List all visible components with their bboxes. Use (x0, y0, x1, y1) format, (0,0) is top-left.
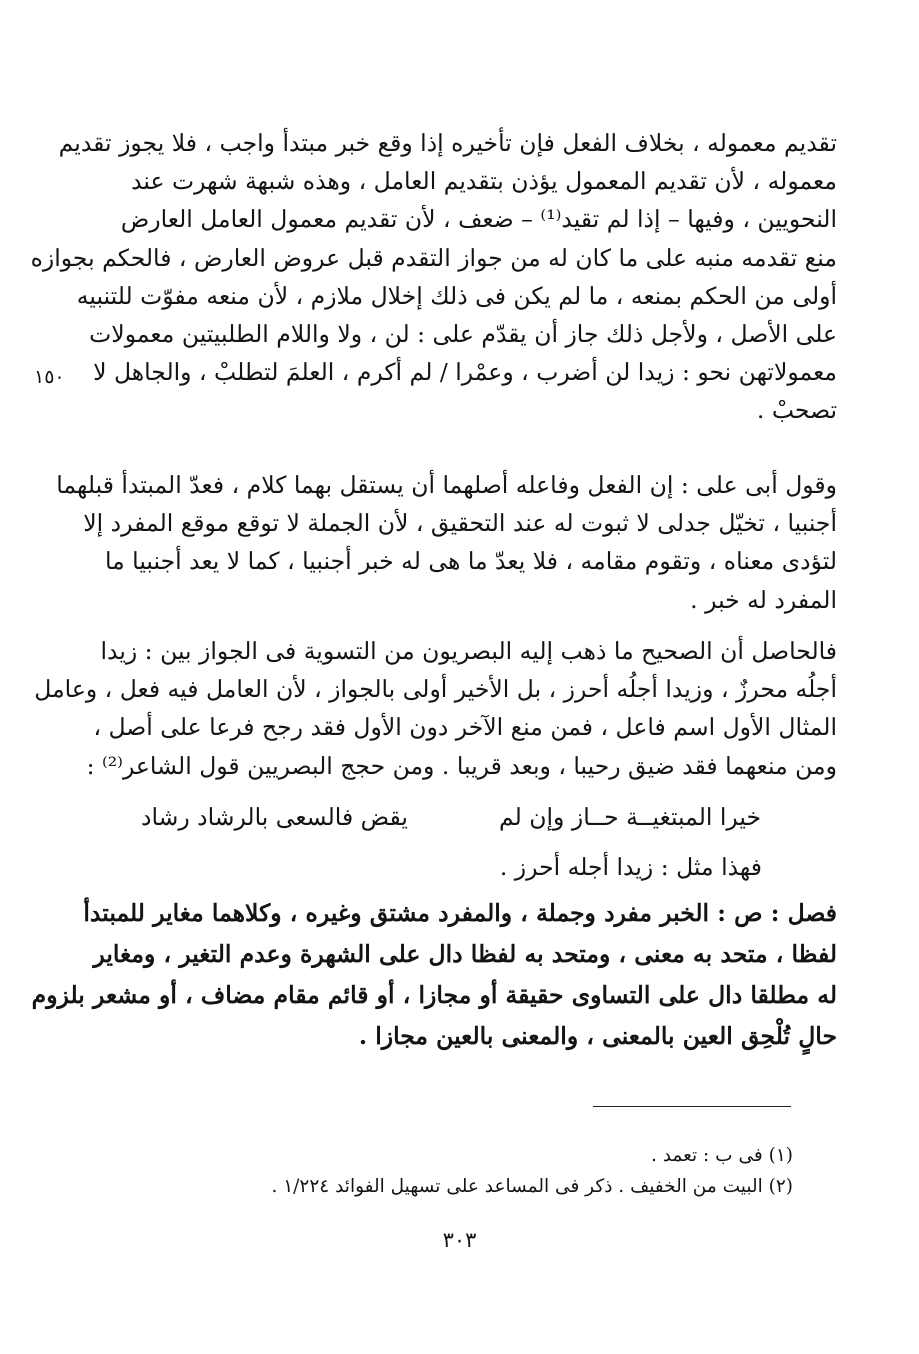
text-line: المثال الأول اسم فاعل ، فمن منع الآخر دون الأول فقد رجح فرعا على أصل ، (93, 713, 837, 742)
text-line: تصحبْ . (756, 396, 837, 425)
text-line: المفرد له خبر . (690, 585, 837, 614)
paragraph-2 (56, 466, 837, 619)
text-line: لتؤدى معناه ، وتقوم مقامه ، فلا يعدّ ما هى له خبر أجنبيا ، كما لا يعد أجنبيا ما (104, 547, 837, 576)
text-line: أجنبيا ، تخيّل جدلى لا ثبوت له عند التحقيق ، لأن الجملة لا توقع موقع المفرد إلا (83, 509, 837, 538)
text-line: معموله ، لأن تقديم المعمول يؤذن بتقديم العامل ، وهذه شبهة شهرت عند (131, 167, 837, 196)
page-number: ٣٠٣ (442, 1228, 477, 1252)
bold-text-line: فصل : ص : الخبر مفرد وجملة ، والمفرد مشتق وغيره ، وكلاهما مغاير للمبتدأ (83, 899, 837, 927)
text-line: فالحاصل أن الصحيح ما ذهب إليه البصريون من التسوية فى الجواز بين : زيدا (100, 637, 837, 665)
bold-text-line: لفظا ، متحد به معنى ، ومتحد به لفظا دال على الشهرة وعدم التغير ، ومغاير (93, 940, 837, 968)
text-line: تقديم معموله ، بخلاف الفعل فإن تأخيره إذا وقع خبر مبتدأ واجب ، فلا يجوز تقديم (58, 129, 837, 157)
text-line: أولى من الحكم بمنعه ، ما لم يكن فى ذلك إخلال ملازم ، لأن منعه مفوّت للتنبيه (76, 281, 837, 310)
text-line: وقول أبى على : إن الفعل وفاعله أصلهما أن يستقل بهما كلام ، فعدّ المبتدأ قبلهما (56, 471, 837, 499)
bold-text-line: له مطلقا دال على التساوى حقيقة أو مجازا ، أو قائم مقام مضاف ، أو مشعر بلزوم (31, 981, 837, 1009)
poetry-verse (141, 800, 761, 834)
text-line: على الأصل ، ولأجل ذلك جاز أن يقدّم على : لن ، ولا واللام الطلبيتين معمولات (89, 320, 837, 349)
footnote-divider (593, 1106, 791, 1108)
text-line: ومن منعهما فقد ضيق رحيبا ، وبعد قريبا . ومن حجج البصريين قول الشاعر⁽²⁾ : (86, 751, 837, 780)
text-line: معمولاتهن نحو : زيدا لن أضرب ، وعمْرا / لم أكرم ، العلمَ لتطلبْ ، والجاهل لا (93, 358, 837, 387)
text-line: النحويين ، وفيها – إذا لم تقيد⁽¹⁾ – ضعف ، لأن تقديم معمول العامل العارض (120, 205, 837, 234)
footnote-1: (١) فى ب : تعمد . (650, 1145, 793, 1166)
bold-text-line: حالٍ تُلْحِق العين بالمعنى ، والمعنى بالعين مجازا . (358, 1022, 837, 1050)
text-line: منع تقدمه منبه على ما كان له من جواز التقدم قبل عروض العارض ، فالحكم بجوازه (30, 243, 837, 272)
text-line: أجلُه محرزٌ ، وزيدا أجلُه أحرز ، بل الأخير أولى بالجواز ، لأن العامل فيه فعل ، وعامل (34, 675, 837, 704)
verse-first-hemistich: خيرا المبتغيــة حــاز وإن لم (499, 803, 761, 831)
footnotes (133, 1140, 793, 1202)
paragraph-3 (34, 632, 837, 785)
section-heading-block (31, 893, 837, 1057)
verse-second-hemistich: يقض فالسعى بالرشاد رشاد (141, 803, 408, 831)
margin-page-reference: ١٥٠ (34, 366, 65, 388)
footnote-2: (٢) البيت من الخفيف . ذكر فى المساعد على تسهيل الفوائد ١/٢٢٤ . (271, 1176, 793, 1197)
verse-commentary: فهذا مثل : زيدا أجله أحرز . (499, 853, 762, 881)
